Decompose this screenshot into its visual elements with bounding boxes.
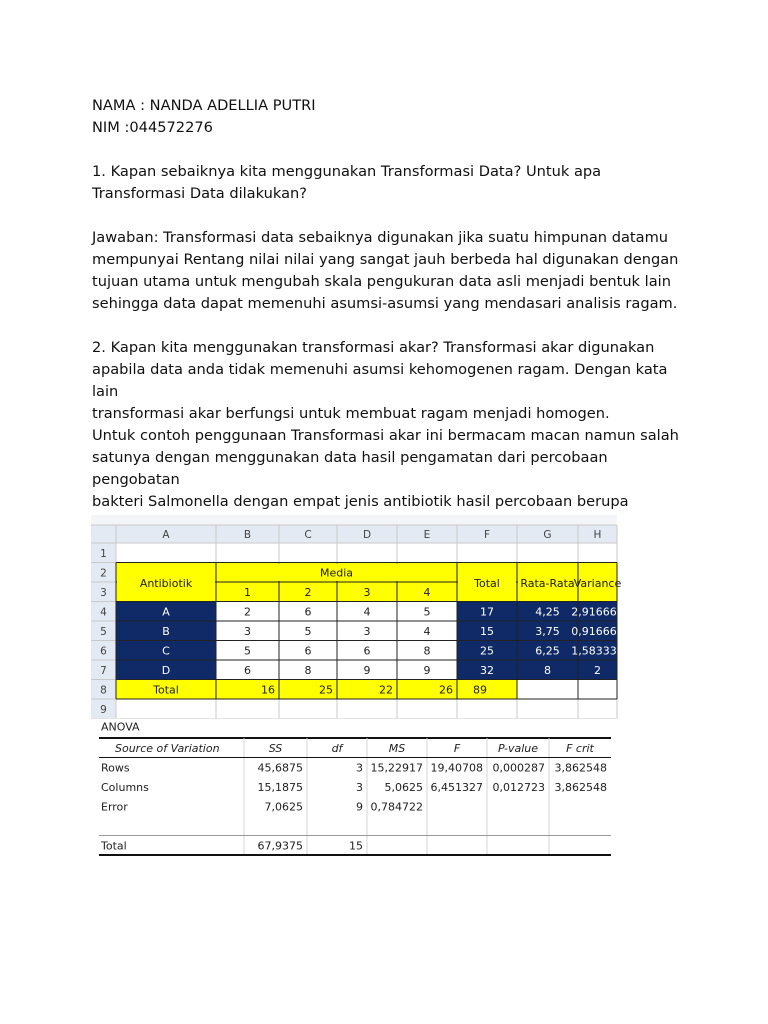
question-2 [92, 337, 692, 535]
column-header-label: G [543, 529, 552, 541]
anova-ms: 0,784722 [370, 800, 423, 814]
anova-ms: 5,0625 [384, 781, 423, 794]
antibiotik-label: D [161, 664, 171, 677]
answer-1-line: sehingga data dapat memenuhi asumsi-asumsi yang mendasari analisis ragam. [92, 295, 678, 312]
total-row-label: Total [153, 683, 179, 697]
column-total: 26 [439, 683, 453, 697]
column-header-label: B [243, 529, 252, 541]
anova-p: 0,012723 [492, 781, 545, 794]
media-value: 3 [244, 625, 251, 638]
question-2-line: 2. Kapan kita menggunakan transformasi akar? Transformasi akar digunakan [92, 339, 655, 356]
media-value: 3 [363, 625, 371, 638]
question-2-line: transformasi akar berfungsi untuk membuat ragam menjadi homogen. [92, 405, 610, 422]
column-total: 25 [319, 683, 333, 697]
row-total: 32 [480, 664, 494, 677]
anova-source: Columns [101, 781, 149, 794]
question-1 [92, 161, 692, 205]
anova-header-label: MS [388, 742, 406, 755]
row-variance: 0,916667 [571, 625, 624, 638]
column-header-label: D [362, 529, 372, 541]
media-value: 8 [304, 664, 312, 677]
total-header: Total [474, 577, 500, 590]
anova-p: 0,000287 [492, 761, 545, 775]
media-value: 6 [363, 644, 371, 658]
question-1-line: 1. Kapan sebaiknya kita menggunakan Transformasi Data? Untuk apa [92, 163, 602, 180]
row-number-label: 3 [100, 587, 107, 599]
row-number-label: 8 [100, 684, 107, 697]
anova-fcrit: 3,862548 [554, 781, 607, 794]
media-level-label: 4 [423, 586, 431, 599]
anova-f: 6,451327 [430, 781, 483, 794]
anova-ms: 15,22917 [370, 761, 423, 775]
student-header [92, 95, 692, 139]
anova-header-label: F crit [566, 742, 594, 755]
anova-df: 3 [356, 781, 363, 794]
media-value: 9 [423, 664, 431, 677]
row-variance: 2,916667 [571, 605, 624, 619]
answer-1-line: Jawaban: Transformasi data sebaiknya digunakan jika suatu himpunan datamu [92, 229, 669, 246]
column-total: 16 [261, 683, 275, 697]
question-2-line: satunya dengan menggunakan data hasil pengamatan dari percobaan pengobatan [92, 449, 608, 488]
anova-header-label: Source of Variation [115, 742, 220, 755]
answer-1-line: tujuan utama untuk mengubah skala pengukuran data asli menjadi bentuk lain [92, 273, 671, 290]
row-number-label: 1 [100, 548, 107, 560]
question-2-line: bakteri Salmonella dengan empat jenis antibiotik hasil percobaan berupa [92, 493, 629, 510]
row-number-label: 2 [100, 567, 107, 580]
sheet-top-strip [91, 515, 617, 525]
question-2-line: Untuk contoh penggunaan Transformasi akar ini bermacam macan namun salah [92, 427, 679, 444]
anova-df: 9 [356, 800, 363, 814]
anova-header-label: F [453, 742, 461, 755]
row-mean: 4,25 [535, 605, 560, 619]
media-value: 2 [244, 605, 251, 619]
row-variance: 2 [594, 664, 601, 677]
media-value: 4 [423, 625, 431, 638]
row-total: 17 [480, 605, 494, 619]
anova-f: 19,40708 [430, 761, 483, 775]
spreadsheet-screenshot [91, 515, 624, 862]
media-value: 4 [363, 605, 371, 619]
row-number-label: 6 [100, 645, 107, 658]
anova-source: Rows [101, 761, 130, 775]
question-2-line: apabila data anda tidak memenuhi asumsi kehomogenen ragam. Dengan kata lain [92, 361, 668, 400]
row-number-label: 9 [100, 704, 107, 716]
media-value: 5 [304, 625, 312, 638]
antibiotik-label: B [162, 625, 170, 638]
column-total: 22 [379, 683, 393, 697]
question-1-line: Transformasi Data dilakukan? [92, 185, 308, 202]
column-header-bar [91, 525, 617, 543]
column-header-label: F [483, 529, 491, 541]
column-header-label: H [593, 529, 602, 541]
media-level-label: 1 [244, 586, 251, 599]
ratarata-header: Rata-Rata [520, 577, 575, 590]
anova-title: ANOVA [101, 720, 140, 734]
anova-df: 3 [356, 761, 363, 775]
anova-source: Error [101, 800, 128, 814]
student-name: NAMA : NANDA ADELLIA PUTRI [92, 97, 316, 114]
media-value: 9 [363, 664, 371, 677]
row-mean: 6,25 [535, 644, 560, 658]
media-value: 5 [244, 644, 251, 658]
row-total: 25 [480, 644, 494, 658]
media-level-label: 2 [304, 586, 312, 599]
antibiotik-label: A [162, 605, 170, 619]
column-header-label: A [162, 529, 170, 541]
spreadsheet-grid [91, 515, 624, 862]
row-mean: 8 [544, 664, 551, 677]
anova-ss: 15,1875 [257, 781, 303, 794]
column-header-label: C [304, 529, 312, 541]
grand-total: 89 [473, 683, 487, 697]
anova-fcrit: 3,862548 [554, 761, 607, 775]
row-number-label: 5 [100, 626, 107, 638]
anova-header-label: df [331, 742, 343, 755]
anova-header-label: P-value [497, 742, 539, 755]
anova-ss: 7,0625 [264, 800, 303, 814]
media-value: 8 [423, 644, 431, 658]
row-number-label: 7 [100, 665, 107, 677]
row-total: 15 [480, 625, 494, 638]
row-number-label: 4 [100, 606, 107, 619]
answer-1-line: mempunyai Rentang nilai nilai yang sangat jauh berbeda hal digunakan dengan [92, 251, 679, 268]
anova-ss: 45,6875 [257, 761, 303, 775]
student-nim: NIM :044572276 [92, 119, 213, 136]
media-value: 6 [244, 664, 251, 677]
variance-header: Variance [573, 577, 622, 590]
antibiotik-header: Antibiotik [139, 577, 193, 590]
answer-1 [92, 227, 692, 315]
column-header-label: E [423, 529, 431, 541]
anova-total-ss: 67,9375 [257, 839, 303, 853]
anova-total-label: Total [101, 839, 127, 853]
anova-total-df: 15 [349, 839, 363, 853]
antibiotik-label: C [162, 644, 170, 658]
anova-header-label: SS [268, 742, 283, 755]
row-variance: 1,583333 [571, 644, 624, 658]
media-value: 6 [304, 605, 312, 619]
media-value: 6 [304, 644, 312, 658]
row-mean: 3,75 [535, 625, 560, 638]
media-level-label: 3 [363, 586, 371, 599]
media-header: Media [319, 566, 354, 580]
media-value: 5 [423, 605, 431, 619]
